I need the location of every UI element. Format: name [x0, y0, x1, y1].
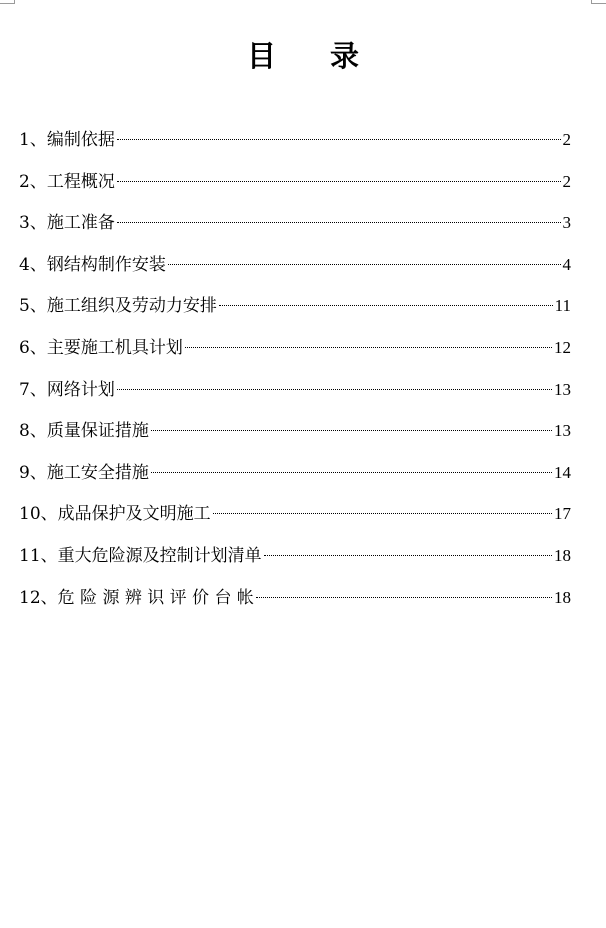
toc-page-number: 11 [554, 296, 571, 316]
toc-entry[interactable] [19, 126, 571, 168]
toc-dot-leader [117, 139, 561, 140]
toc-entry[interactable] [19, 376, 571, 418]
crop-mark-top-right-horizontal [592, 3, 606, 4]
toc-page-number: 18 [554, 545, 571, 565]
toc-dot-leader [168, 264, 561, 265]
toc-entry-text: 4、钢结构制作安装 [19, 254, 166, 275]
toc-entry[interactable] [19, 417, 571, 459]
toc-dot-leader [117, 389, 552, 390]
toc-dot-leader [264, 555, 552, 556]
toc-entry-text: 7、网络计划 [19, 379, 115, 400]
toc-page-number: 3 [562, 213, 571, 233]
toc-entry-text: 10、成品保护及文明施工 [19, 504, 211, 525]
toc-entry-text: 3、施工准备 [19, 213, 115, 234]
toc-entry[interactable] [19, 168, 571, 210]
toc-dot-leader [117, 181, 561, 182]
toc-dot-leader [219, 305, 553, 306]
toc-entry[interactable] [19, 334, 571, 376]
toc-page-number: 17 [554, 504, 571, 524]
toc-entry-text: 1、编制依据 [19, 130, 115, 150]
page-title: 目录 [246, 39, 413, 73]
table-of-contents [19, 126, 571, 625]
toc-page-number: 13 [554, 421, 571, 441]
toc-dot-leader [117, 222, 561, 223]
toc-dot-leader [151, 472, 552, 473]
toc-page-number: 14 [554, 462, 571, 482]
toc-entry-text: 6、主要施工机具计划 [19, 337, 183, 358]
toc-dot-leader [256, 597, 552, 598]
toc-entry[interactable] [19, 542, 571, 584]
toc-page-number: 4 [562, 254, 571, 274]
toc-entry[interactable] [19, 292, 571, 334]
toc-entry[interactable] [19, 584, 571, 626]
toc-entry[interactable] [19, 251, 571, 293]
toc-page-number: 2 [562, 171, 571, 191]
toc-dot-leader [213, 513, 552, 514]
toc-page-number: 2 [562, 130, 571, 149]
toc-dot-leader [185, 347, 552, 348]
toc-entry[interactable] [19, 209, 571, 251]
toc-entry-text: 12、危 险 源 辨 识 评 价 台 帐 [19, 587, 254, 608]
toc-entry-text: 8、质量保证措施 [19, 421, 149, 442]
crop-mark-top-left-horizontal [0, 3, 14, 4]
toc-page-number: 18 [554, 587, 571, 607]
toc-dot-leader [151, 430, 552, 431]
toc-entry-text: 11、重大危险源及控制计划清单 [19, 545, 262, 566]
toc-entry[interactable] [19, 459, 571, 501]
toc-entry-text: 2、工程概况 [19, 171, 115, 192]
toc-page-number: 13 [554, 379, 571, 399]
toc-entry-text: 5、施工组织及劳动力安排 [19, 296, 217, 317]
toc-entry[interactable] [19, 500, 571, 542]
toc-page-number: 12 [554, 337, 571, 357]
toc-entry-text: 9、施工安全措施 [19, 462, 149, 483]
crop-mark-top-right-vertical [591, 0, 592, 4]
crop-mark-top-left-vertical [14, 0, 15, 4]
